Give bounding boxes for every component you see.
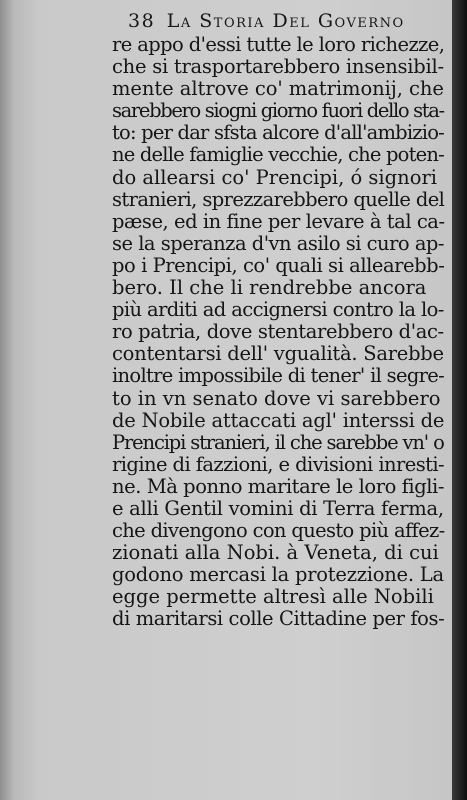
text-line: stranieri, sprezzarebbero quelle del [112,187,445,211]
text-line: po i Prencipi, co' quali si allearebb- [112,253,445,277]
text-line: egge permette altresì alle Nobili [112,585,434,609]
text-line: pæse, ed in fine per levare à tal ca- [112,209,445,233]
text-line: godono mercasi la protezzione. La [112,563,444,587]
text-line: e alli Gentil vomini di Terra ferma, [112,496,444,520]
running-head: La Storia Del Governo [166,10,405,32]
text-line: inoltre impossibile di tener' il segre- [112,364,444,388]
text-line: contentarsi dell' vgualità. Sarebbe [112,342,444,366]
text-line: che si trasportarebbero insensibil- [112,55,444,79]
text-line: zionati alla Nobi. à Veneta, di cui [112,541,439,565]
text-line: di maritarsi colle Cittadine per fos- [112,607,445,631]
page-number: 38 [128,10,156,32]
text-line: se la speranza d'vn asilo si curo ap- [112,231,444,255]
text-line: ne delle famiglie vecchie, che poten- [112,143,444,167]
text-line: più arditi ad accignersi contro la lo- [112,298,444,322]
text-line: to: per dar sfsta alcore d'all'ambizio- [112,121,444,145]
page-edge-shadow [452,0,467,800]
text-line: re appo d'essi tutte le loro richezze, [112,33,445,56]
text-line: che divengono con questo più affez- [112,519,445,543]
text-line: to in vn senato dove vi sarebbero [112,386,441,410]
text-line: mente altrove co' matrimonij, che [112,77,444,101]
text-line: bero. Il che li rendrebbe ancora [112,276,427,300]
text-line: rigine di fazzioni, e divisioni inresti- [112,452,445,476]
text-line: Prencipi stranieri, il che sarebbe vn' o [112,430,444,454]
text-line: do allearsi co' Prencipi, ó signori [112,165,438,189]
body-text [112,33,445,631]
text-line: de Nobile attaccati agl' interssi de [112,408,445,432]
text-line: ne. Mà ponno maritare le loro figli- [112,474,444,498]
text-line: ro patria, dove stentarebbero d'ac- [112,320,444,344]
text-line: sarebbero siogni giorno fuori dello sta- [112,99,444,123]
